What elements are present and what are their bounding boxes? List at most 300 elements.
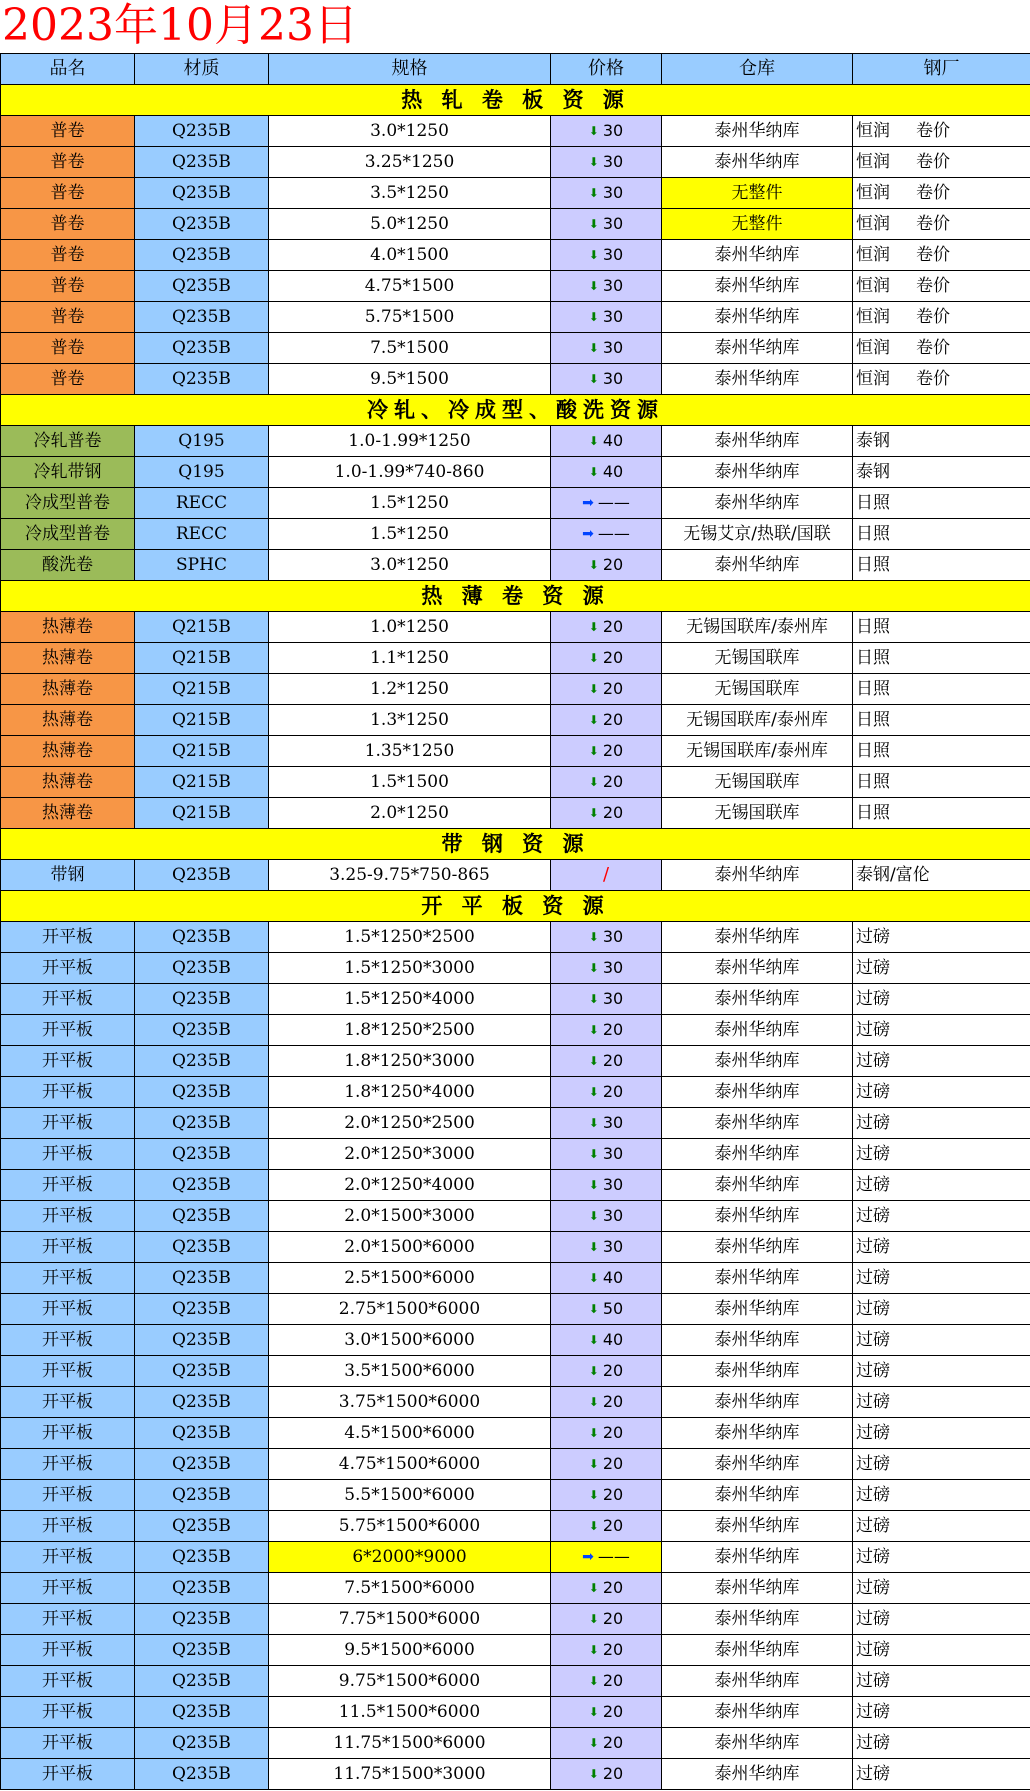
price-value: 30	[602, 307, 624, 326]
mill-cell	[853, 1139, 1030, 1170]
material-cell: Q235B	[135, 1635, 269, 1666]
price-cell	[551, 488, 662, 519]
mill-name: 日照	[856, 555, 890, 575]
product-name-cell: 开平板	[1, 1232, 135, 1263]
spec-cell: 3.0*1500*6000	[269, 1325, 551, 1356]
spec-cell: 7.5*1500*6000	[269, 1573, 551, 1604]
table-row	[1, 1635, 1030, 1666]
price-cell	[551, 705, 662, 736]
material-cell: Q235B	[135, 364, 269, 395]
mill-cell	[853, 519, 1030, 550]
mill-name: 日照	[856, 524, 890, 544]
spec-cell: 1.5*1500	[269, 767, 551, 798]
material-cell: Q235B	[135, 1294, 269, 1325]
mill-cell	[853, 116, 1030, 147]
price-value: 20	[602, 710, 624, 729]
mill-name: 恒润	[856, 369, 890, 389]
material-cell: Q235B	[135, 860, 269, 891]
table-row	[1, 271, 1030, 302]
down-arrow-icon: ⬇	[588, 372, 599, 386]
spec-cell: 1.5*1250*2500	[269, 922, 551, 953]
warehouse-cell: 泰州华纳库	[662, 1263, 853, 1294]
material-cell: Q235B	[135, 147, 269, 178]
material-cell: Q235B	[135, 1697, 269, 1728]
header-product-name: 品名	[1, 54, 135, 85]
mill-cell	[853, 488, 1030, 519]
table-row	[1, 1759, 1030, 1790]
price-value: 30	[602, 1175, 624, 1194]
product-name-cell: 普卷	[1, 364, 135, 395]
down-arrow-icon: ⬇	[588, 279, 599, 293]
spec-cell: 2.0*1500*6000	[269, 1232, 551, 1263]
product-name-cell: 普卷	[1, 240, 135, 271]
price-value: 20	[602, 1082, 624, 1101]
mill-name: 过磅	[856, 1361, 890, 1381]
price-table-body	[1, 54, 1030, 1790]
mill-cell	[853, 1666, 1030, 1697]
mill-name: 恒润	[856, 245, 890, 265]
section-header	[1, 829, 1030, 860]
spec-cell: 4.5*1500*6000	[269, 1418, 551, 1449]
down-arrow-icon: ⬇	[588, 1519, 599, 1533]
down-arrow-icon: ⬇	[588, 961, 599, 975]
mill-name: 日照	[856, 648, 890, 668]
product-name-cell: 开平板	[1, 1573, 135, 1604]
warehouse-cell: 无整件	[662, 209, 853, 240]
spec-cell: 1.8*1250*4000	[269, 1077, 551, 1108]
spec-cell: 7.5*1500	[269, 333, 551, 364]
product-name-cell: 普卷	[1, 178, 135, 209]
spec-cell: 4.0*1500	[269, 240, 551, 271]
price-value: 30	[602, 121, 624, 140]
price-value: 20	[602, 1485, 624, 1504]
price-value: ——	[597, 524, 630, 543]
down-arrow-icon: ⬇	[588, 1333, 599, 1347]
price-cell	[551, 1666, 662, 1697]
spec-cell: 4.75*1500*6000	[269, 1449, 551, 1480]
mill-cell	[853, 147, 1030, 178]
mill-cell	[853, 1201, 1030, 1232]
price-cell	[551, 1139, 662, 1170]
price-cell	[551, 1573, 662, 1604]
price-cell	[551, 1604, 662, 1635]
spec-cell: 11.5*1500*6000	[269, 1697, 551, 1728]
product-name-cell: 开平板	[1, 1666, 135, 1697]
product-name-cell: 热薄卷	[1, 612, 135, 643]
down-arrow-icon: ⬇	[588, 1147, 599, 1161]
warehouse-cell: 泰州华纳库	[662, 240, 853, 271]
table-row	[1, 1046, 1030, 1077]
table-row	[1, 1015, 1030, 1046]
spec-cell: 2.5*1500*6000	[269, 1263, 551, 1294]
table-row	[1, 798, 1030, 829]
down-arrow-icon: ⬇	[588, 1054, 599, 1068]
mill-name: 过磅	[856, 1485, 890, 1505]
mill-name: 日照	[856, 710, 890, 730]
material-cell: Q235B	[135, 178, 269, 209]
page-title: 2023年10月23日	[2, 0, 358, 51]
mill-cell	[853, 302, 1030, 333]
right-arrow-icon: ➡	[582, 495, 594, 511]
product-name-cell: 热薄卷	[1, 767, 135, 798]
product-name-cell: 开平板	[1, 1170, 135, 1201]
price-cell	[551, 767, 662, 798]
material-cell: Q215B	[135, 767, 269, 798]
down-arrow-icon: ⬇	[588, 1612, 599, 1626]
material-cell: Q215B	[135, 736, 269, 767]
warehouse-cell: 泰州华纳库	[662, 1511, 853, 1542]
mill-name: 过磅	[856, 927, 890, 947]
product-name-cell: 热薄卷	[1, 643, 135, 674]
spec-cell: 1.8*1250*2500	[269, 1015, 551, 1046]
mill-name: 日照	[856, 617, 890, 637]
spec-cell: 5.0*1250	[269, 209, 551, 240]
table-row	[1, 1449, 1030, 1480]
table-row	[1, 1666, 1030, 1697]
mill-cell	[853, 1480, 1030, 1511]
header-mill: 钢厂	[853, 54, 1030, 85]
warehouse-cell: 泰州华纳库	[662, 1666, 853, 1697]
mill-cell	[853, 457, 1030, 488]
mill-name: 过磅	[856, 1578, 890, 1598]
product-name-cell: 开平板	[1, 1418, 135, 1449]
price-cell	[551, 1635, 662, 1666]
spec-cell: 11.75*1500*6000	[269, 1728, 551, 1759]
mill-cell	[853, 1232, 1030, 1263]
price-value: 20	[602, 1454, 624, 1473]
mill-name: 恒润	[856, 307, 890, 327]
price-cell	[551, 116, 662, 147]
table-row	[1, 1697, 1030, 1728]
product-name-cell: 开平板	[1, 1759, 135, 1790]
price-cell	[551, 798, 662, 829]
product-name-cell: 普卷	[1, 116, 135, 147]
material-cell: Q235B	[135, 1139, 269, 1170]
spec-cell: 2.0*1250*4000	[269, 1170, 551, 1201]
warehouse-cell: 无锡国联库	[662, 643, 853, 674]
down-arrow-icon: ⬇	[588, 620, 599, 634]
mill-cell	[853, 209, 1030, 240]
warehouse-cell: 泰州华纳库	[662, 271, 853, 302]
material-cell: Q235B	[135, 1542, 269, 1573]
mill-cell	[853, 1604, 1030, 1635]
material-cell: RECC	[135, 519, 269, 550]
price-value: 20	[602, 803, 624, 822]
table-row	[1, 1728, 1030, 1759]
down-arrow-icon: ⬇	[588, 558, 599, 572]
warehouse-cell: 无锡艾京/热联/国联	[662, 519, 853, 550]
warehouse-cell: 泰州华纳库	[662, 116, 853, 147]
product-name-cell: 开平板	[1, 1356, 135, 1387]
table-row	[1, 674, 1030, 705]
down-arrow-icon: ⬇	[588, 155, 599, 169]
section-title: 开 平 板 资 源	[1, 891, 1030, 922]
down-arrow-icon: ⬇	[588, 1643, 599, 1657]
price-cell	[551, 147, 662, 178]
mill-name: 过磅	[856, 1020, 890, 1040]
material-cell: Q215B	[135, 798, 269, 829]
mill-cell	[853, 705, 1030, 736]
price-value: 20	[602, 1733, 624, 1752]
table-row	[1, 240, 1030, 271]
product-name-cell: 普卷	[1, 147, 135, 178]
price-cell	[551, 1542, 662, 1573]
header-warehouse: 仓库	[662, 54, 853, 85]
header-spec: 规格	[269, 54, 551, 85]
spec-cell: 1.5*1250*3000	[269, 953, 551, 984]
warehouse-cell: 泰州华纳库	[662, 457, 853, 488]
table-row	[1, 1604, 1030, 1635]
product-name-cell: 冷轧普卷	[1, 426, 135, 457]
mill-name: 过磅	[856, 1733, 890, 1753]
mill-cell	[853, 860, 1030, 891]
mill-note: 卷价	[916, 276, 950, 296]
warehouse-cell: 无锡国联库/泰州库	[662, 705, 853, 736]
price-value: 30	[602, 989, 624, 1008]
mill-note: 卷价	[916, 214, 950, 234]
warehouse-cell: 泰州华纳库	[662, 984, 853, 1015]
warehouse-cell: 泰州华纳库	[662, 1480, 853, 1511]
material-cell: Q235B	[135, 1108, 269, 1139]
product-name-cell: 开平板	[1, 1046, 135, 1077]
price-value: 30	[602, 1144, 624, 1163]
warehouse-cell: 泰州华纳库	[662, 922, 853, 953]
section-header	[1, 581, 1030, 612]
price-value: 30	[602, 1113, 624, 1132]
mill-cell	[853, 922, 1030, 953]
mill-cell	[853, 1542, 1030, 1573]
mill-name: 过磅	[856, 1702, 890, 1722]
mill-name: 过磅	[856, 1237, 890, 1257]
mill-cell	[853, 767, 1030, 798]
mill-cell	[853, 1759, 1030, 1790]
spec-cell: 1.5*1250	[269, 519, 551, 550]
price-cell	[551, 1046, 662, 1077]
mill-cell	[853, 1418, 1030, 1449]
mill-name: 过磅	[856, 1454, 890, 1474]
price-cell	[551, 271, 662, 302]
product-name-cell: 普卷	[1, 271, 135, 302]
down-arrow-icon: ⬇	[588, 217, 599, 231]
mill-note: 卷价	[916, 121, 950, 141]
warehouse-cell: 无锡国联库/泰州库	[662, 736, 853, 767]
spec-cell: 2.0*1250	[269, 798, 551, 829]
warehouse-cell: 泰州华纳库	[662, 953, 853, 984]
down-arrow-icon: ⬇	[588, 775, 599, 789]
mill-name: 过磅	[856, 1175, 890, 1195]
spec-cell: 1.5*1250*4000	[269, 984, 551, 1015]
price-value: 50	[602, 1299, 624, 1318]
down-arrow-icon: ⬇	[588, 341, 599, 355]
price-value: ——	[597, 1547, 630, 1566]
down-arrow-icon: ⬇	[588, 1395, 599, 1409]
price-value: 20	[602, 1423, 624, 1442]
mill-name: 过磅	[856, 1113, 890, 1133]
right-arrow-icon: ➡	[582, 526, 594, 542]
price-cell	[551, 550, 662, 581]
warehouse-cell: 泰州华纳库	[662, 1232, 853, 1263]
product-name-cell: 热薄卷	[1, 736, 135, 767]
mill-cell	[853, 984, 1030, 1015]
price-cell	[551, 1418, 662, 1449]
down-arrow-icon: ⬇	[588, 1085, 599, 1099]
price-value: 20	[602, 1671, 624, 1690]
product-name-cell: 普卷	[1, 333, 135, 364]
spec-cell: 9.5*1500	[269, 364, 551, 395]
price-value: 30	[602, 1206, 624, 1225]
material-cell: SPHC	[135, 550, 269, 581]
section-header	[1, 891, 1030, 922]
mill-name: 过磅	[856, 989, 890, 1009]
spec-cell: 1.0*1250	[269, 612, 551, 643]
price-cell	[551, 364, 662, 395]
spec-cell: 1.35*1250	[269, 736, 551, 767]
product-name-cell: 开平板	[1, 1449, 135, 1480]
material-cell: Q215B	[135, 674, 269, 705]
warehouse-cell: 泰州华纳库	[662, 1573, 853, 1604]
table-row	[1, 488, 1030, 519]
down-arrow-icon: ⬇	[588, 992, 599, 1006]
warehouse-cell: 泰州华纳库	[662, 1108, 853, 1139]
table-row	[1, 1077, 1030, 1108]
warehouse-cell: 无整件	[662, 178, 853, 209]
mill-name: 日照	[856, 741, 890, 761]
spec-cell: 4.75*1500	[269, 271, 551, 302]
down-arrow-icon: ⬇	[588, 682, 599, 696]
down-arrow-icon: ⬇	[588, 1209, 599, 1223]
mill-cell	[853, 643, 1030, 674]
price-value: 40	[602, 1330, 624, 1349]
mill-cell	[853, 674, 1030, 705]
price-value: 20	[602, 1516, 624, 1535]
price-cell	[551, 1759, 662, 1790]
mill-cell	[853, 426, 1030, 457]
table-row	[1, 302, 1030, 333]
mill-cell	[853, 1294, 1030, 1325]
price-cell	[551, 1108, 662, 1139]
down-arrow-icon: ⬇	[588, 1488, 599, 1502]
mill-note: 卷价	[916, 338, 950, 358]
table-row	[1, 1108, 1030, 1139]
mill-cell	[853, 612, 1030, 643]
spec-cell: 2.75*1500*6000	[269, 1294, 551, 1325]
product-name-cell: 开平板	[1, 1604, 135, 1635]
down-arrow-icon: ⬇	[588, 930, 599, 944]
warehouse-cell: 无锡国联库	[662, 798, 853, 829]
material-cell: Q235B	[135, 1263, 269, 1294]
header-material: 材质	[135, 54, 269, 85]
material-cell: Q235B	[135, 1015, 269, 1046]
material-cell: Q235B	[135, 1511, 269, 1542]
table-row	[1, 984, 1030, 1015]
price-cell	[551, 457, 662, 488]
spec-cell: 5.75*1500*6000	[269, 1511, 551, 1542]
price-value: 30	[602, 183, 624, 202]
price-cell	[551, 1387, 662, 1418]
table-row	[1, 1170, 1030, 1201]
spec-cell: 3.75*1500*6000	[269, 1387, 551, 1418]
table-row	[1, 767, 1030, 798]
price-cell	[551, 1232, 662, 1263]
warehouse-cell: 泰州华纳库	[662, 1635, 853, 1666]
price-cell	[551, 1294, 662, 1325]
material-cell: Q235B	[135, 1046, 269, 1077]
mill-name: 过磅	[856, 1082, 890, 1102]
down-arrow-icon: ⬇	[588, 1674, 599, 1688]
mill-name: 过磅	[856, 1299, 890, 1319]
spec-cell: 1.0-1.99*740-860	[269, 457, 551, 488]
price-cell	[551, 178, 662, 209]
price-value: 20	[602, 648, 624, 667]
mill-note: 卷价	[916, 369, 950, 389]
price-value: 30	[602, 214, 624, 233]
warehouse-cell: 泰州华纳库	[662, 333, 853, 364]
price-cell	[551, 643, 662, 674]
table-row	[1, 426, 1030, 457]
product-name-cell: 开平板	[1, 1201, 135, 1232]
product-name-cell: 带钢	[1, 860, 135, 891]
table-row	[1, 922, 1030, 953]
mill-name: 泰钢	[856, 431, 890, 451]
mill-name: 日照	[856, 803, 890, 823]
warehouse-cell: 泰州华纳库	[662, 1015, 853, 1046]
price-value: 20	[602, 1640, 624, 1659]
product-name-cell: 普卷	[1, 209, 135, 240]
price-value: 30	[602, 369, 624, 388]
warehouse-cell: 泰州华纳库	[662, 1759, 853, 1790]
warehouse-cell: 泰州华纳库	[662, 550, 853, 581]
mill-name: 泰钢/富伦	[856, 865, 930, 885]
material-cell: Q235B	[135, 953, 269, 984]
product-name-cell: 开平板	[1, 1015, 135, 1046]
product-name-cell: 开平板	[1, 1108, 135, 1139]
material-cell: Q195	[135, 457, 269, 488]
price-value: 20	[602, 741, 624, 760]
spec-cell: 6*2000*9000	[269, 1542, 551, 1573]
mill-name: 过磅	[856, 1423, 890, 1443]
price-cell	[551, 922, 662, 953]
down-arrow-icon: ⬇	[588, 124, 599, 138]
down-arrow-icon: ⬇	[588, 806, 599, 820]
product-name-cell: 开平板	[1, 922, 135, 953]
material-cell: Q235B	[135, 1728, 269, 1759]
price-value: 20	[602, 555, 624, 574]
price-cell	[551, 333, 662, 364]
mill-cell	[853, 1170, 1030, 1201]
product-name-cell: 开平板	[1, 1697, 135, 1728]
material-cell: Q235B	[135, 209, 269, 240]
price-cell	[551, 984, 662, 1015]
mill-note: 卷价	[916, 245, 950, 265]
table-row	[1, 364, 1030, 395]
price-cell	[551, 1263, 662, 1294]
material-cell: Q235B	[135, 1232, 269, 1263]
warehouse-cell: 无锡国联库	[662, 767, 853, 798]
spec-cell: 5.75*1500	[269, 302, 551, 333]
material-cell: Q235B	[135, 922, 269, 953]
material-cell: Q235B	[135, 240, 269, 271]
mill-note: 卷价	[916, 183, 950, 203]
spec-cell: 9.5*1500*6000	[269, 1635, 551, 1666]
table-row	[1, 1201, 1030, 1232]
product-name-cell: 开平板	[1, 1387, 135, 1418]
warehouse-cell: 泰州华纳库	[662, 1542, 853, 1573]
price-value: 20	[602, 1609, 624, 1628]
price-value: 30	[602, 245, 624, 264]
mill-cell	[853, 1511, 1030, 1542]
mill-name: 过磅	[856, 1051, 890, 1071]
product-name-cell: 开平板	[1, 1542, 135, 1573]
